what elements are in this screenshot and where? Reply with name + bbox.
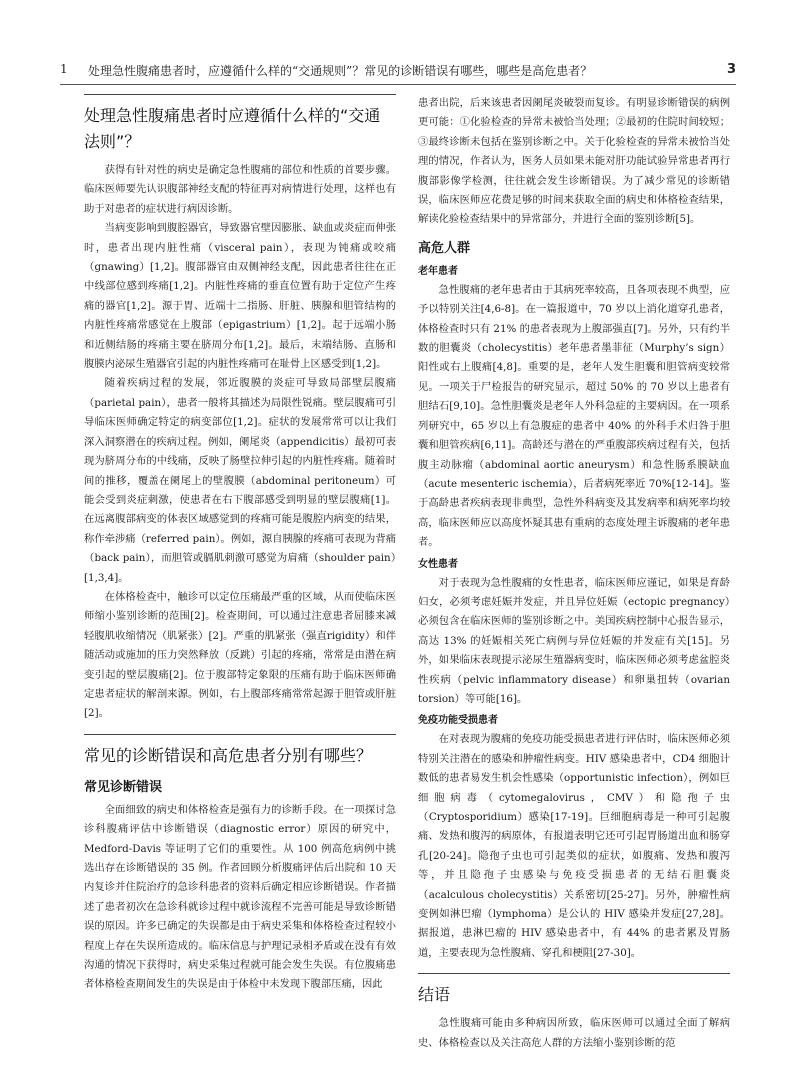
subsection-title-common-errors: 常见诊断错误 — [84, 779, 163, 795]
paragraph: 对于表现为急性腹痛的女性患者，临床医师应谨记，如果是育龄妇女，必须考虑妊娠并发症，并且异位妊娠（ectopic pregnancy）必须包含在临床医师的鉴别诊断之中。美国疾病控制中心报告显示，高达 13% 的妊娠相关死亡病例与异位妊娠的并发症有关[15]。另外，如果临床表现提示泌尿生殖器病变时，临床医师必须考虑盆腔炎性疾病（pelvic inflammatory disease）和卵巢扭转（ovarian torsion）等可能[16]。 — [418, 576, 730, 705]
running-title: 处理急性腹痛患者时，应遵循什么样的“交通规则”？常见的诊断错误有哪些，哪些是高危患者？ — [88, 64, 593, 78]
paragraph: 在对表现为腹痛的免疫功能受损患者进行评估时，临床医师必须特别关注潜在的感染和肿瘤性病变。HIV 感染患者中，CD4 细胞计数低的患者易发生机会性感染（opportunistic infection），例如巨细胞病毒（cytomegalovirus，CMV）和隐孢子虫（Cryptosporidium）感染[17-19]。巨细胞病毒是一种可引起腹痛、发热和腹泻的病原体，有报道表明它还可引起胃肠道出血和肠穿孔[20-24]。隐孢子虫也可引起类似的症状，如腹痛、发热和腹泻等，并且隐孢子虫感染与免疫受损患者的无结石胆囊炎（acalculous cholecystitis）关系密切[25-27]。另外，肿瘤性病变例如淋巴瘤（lymphoma）是公认的 HIV 感染并发症[27,28]。据报道，患淋巴瘤的 HIV 感染患者中，有 44% 的患者累及胃肠道，主要表现为急性腹痛、穿孔和梗阻[27-30]。 — [418, 733, 730, 959]
section-rule — [84, 734, 396, 735]
paragraph: 全面细致的病史和体格检查是强有力的诊断手段。在一项探讨急诊科腹痛评估中诊断错误（diagnostic error）原因的研究中，Medford-Davis 等证明了它们的重要性。从 100 例高危病例中挑选出存在诊断错误的 35 例。作者回顾分析腹痛评估后出院和 10 天内复诊并住院治疗的急诊科患者的资料后确定相应诊断错误。作者描述了患者初次在急诊科就诊过程中就诊流程不完善可能是导致诊断错误的原因。许多已确定的失误都是由于病史采集和体格检查过程较小程度上存在失误所造成的。临床信息与护理记录相矛盾或在没有有效沟通的情况下获得时，病史采集过程就可能会发生失误。有位腹痛患者体格检查期间发生的失误是由于体检中未发现下腹部压痛，因此 — [84, 803, 396, 991]
section-title-conclusion: 结语 — [418, 985, 451, 1005]
left-column — [84, 94, 396, 995]
running-header — [60, 62, 736, 82]
paragraph: 在体格检查中，触诊可以定位压痛最严重的区域，从而使临床医师缩小鉴别诊断的范围[2]。检查期间，可以通过注意患者屈膝来减轻腹肌收缩情况（肌紧张）[2]。严重的肌紧张（强直rigidity）和伴随活动或施加的压力突然释放（反跳）引起的疼痛，常常是由潜在病变引起的壁层腹痛[2]。位于腹部特定象限的压痛有助于临床医师确定患者症状的解剖来源。例如，右上腹部疼痛常常起源于胆管或肝脏[2]。 — [84, 590, 396, 720]
right-column — [418, 94, 730, 1053]
paragraph: 当病变影响到腹腔器官，导致器官壁因膨胀、缺血或炎症而伸张时，患者出现内脏性痛（visceral pain），表现为钝痛或咬痛（gnawing）[1,2]。腹部器官由双侧神经支配，因此患者往往在正中线部位感到疼痛[1,2]。内脏性疼痛的垂直位置有助于定位产生疼痛的器官[1,2]。源于胃、近端十二指肠、肝脏、胰腺和胆管结构的内脏性疼痛常感觉在上腹部（epigastrium）[1,2]。起于远端小肠和近侧结肠的疼痛主要在脐周分布[1,2]。最后，末端结肠、直肠和腹膜内泌尿生殖器官引起的内脏性疼痛可在耻骨上区感受到[1,2]。 — [84, 222, 396, 371]
section-title-traffic-rules: 处理急性腹痛患者时应遵循什么样的“交通法则”？ — [84, 106, 381, 151]
paragraph: 急性腹痛可能由多种病因所致，临床医师可以通过全面了解病史、体格检查以及关注高危人群的方法缩小鉴别诊断的范 — [418, 1017, 730, 1049]
heading-immunocompromised: 免疫功能受损患者 — [418, 715, 498, 727]
paragraph: 患者出院，后来该患者因阑尾炎破裂而复诊。有明显诊断错误的病例更可能：①化验检查的异常未被恰当处理；②最初的住院时间较短；③最终诊断未包括在鉴别诊断之中。关于化验检查的异常未被恰当处理的情况，作者认为，医务人员如果未能对肝功能试验异常患者再行腹部影像学检测，往往就会发生诊断错误。为了减少常见的诊断错误，临床医师应花费足够的时间来获取全面的病史和体格检查结果，解读化验检查结果中的异常部分，并进行全面的鉴别诊断[5]。 — [418, 97, 730, 226]
section-title-errors: 常见的诊断错误和高危患者分别有哪些？ — [84, 745, 373, 765]
header-rule — [60, 84, 736, 85]
paragraph: 急性腹痛的老年患者由于其病死率较高，且各项表现不典型，应予以特别关注[4,6-8]。在一篇报道中，70 岁以上消化道穿孔患者，体格检查时只有 21% 的患者表现为上腹部强直[7]。另外，只有约半数的胆囊炎（cholecystitis）老年患者墨菲征（Murphy’s sign）阳性或右上腹痛[4,8]。重要的是，老年人发生胆囊和胆管病变较常见。一项关于尸检报告的研究显示，超过 50% 的 70 岁以上患者有胆结石[9,10]。急性胆囊炎是老年人外科急症的主要病因。在一项系列研究中，65 岁以上有急腹症的患者中 40% 的外科手术归咎于胆囊和胆管疾病[6,11]。高龄还与潜在的严重腹部疾病过程有关，包括腹主动脉瘤（abdominal aortic aneurysm）和急性肠系膜缺血（acute mesenteric ischemia），后者病死率近 70%[12-14]。鉴于高龄患者疾病表现非典型，急性外科病变及其发病率和病死率均较高，临床医师应以高度怀疑其患有重病的态度处理主诉腹痛的老年患者。 — [418, 283, 730, 549]
paragraph: 随着疾病过程的发展，邻近腹膜的炎症可导致局部壁层腹痛（parietal pain），患者一般将其描述为局限性锐痛。壁层腹痛可引导临床医师确定特定的病变部位[1,2]。症状的发展常常可以让我们深入洞察潜在的疾病过程。例如，阑尾炎（appendicitis）最初可表现为脐周分布的中线痛，反映了肠壁拉伸引起的内脏性疼痛。随着时间的推移，覆盖在阑尾上的壁腹膜（abdominal peritoneum）可能会受到炎症刺激，使患者在右下腹部感受到明显的壁层腹痛[1]。在远离腹部病变的体表区域感觉到的疼痛可能是腹腔内病变的结果，称作牵涉痛（referred pain）。例如，源自胰腺的疼痛可表现为背痛（back pain），而胆管或膈肌刺激可感觉为肩痛（shoulder pain）[1,3,4]。 — [84, 377, 396, 584]
paragraph: 获得有针对性的病史是确定急性腹痛的部位和性质的首要步骤。临床医师要先认识腹部神经支配的特征再对病情进行处理，这样也有助于对患者的症状进行病因诊断。 — [84, 164, 396, 215]
chapter-number: 1 — [60, 62, 68, 76]
heading-female: 女性患者 — [418, 558, 458, 570]
page-number: 3 — [726, 62, 736, 77]
section-rule — [418, 973, 730, 974]
subsection-title-high-risk: 高危人群 — [418, 240, 471, 256]
section-rule — [84, 94, 396, 95]
heading-elderly: 老年患者 — [418, 265, 458, 277]
